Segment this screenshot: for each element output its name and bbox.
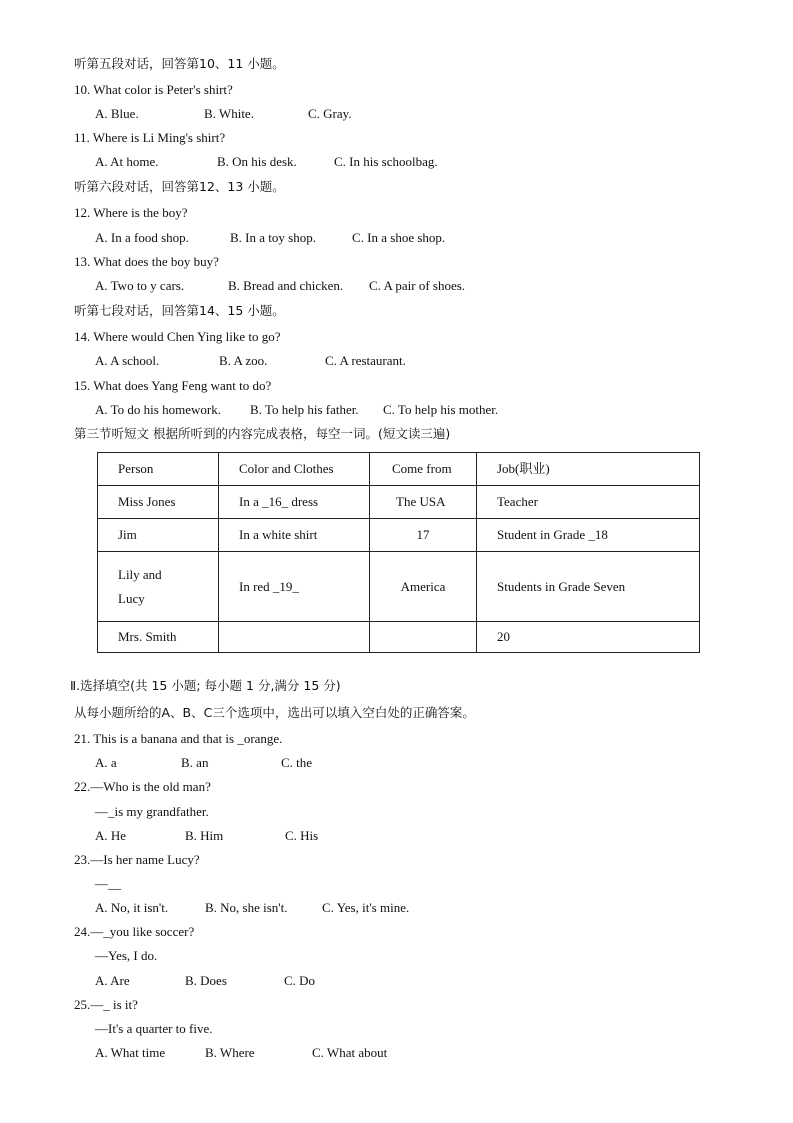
dialogue-7-header: 听第七段对话，回答第14、15 小题。 xyxy=(74,303,285,318)
q13-option-c: C. A pair of shoes. xyxy=(369,278,466,293)
q12-option-c: C. In a shoe shop. xyxy=(352,230,446,245)
q11-option-c: C. In his schoolbag. xyxy=(334,154,438,169)
table-cell xyxy=(219,622,370,653)
dialogue-5-header: 听第五段对话，回答第10、11 小题。 xyxy=(74,56,285,71)
question-24-reply: —Yes, I do. xyxy=(95,948,158,963)
q22-option-b: B. Him xyxy=(185,828,224,843)
q23-option-b: B. No, she isn't. xyxy=(205,900,288,915)
q15-option-a: A. To do his homework. xyxy=(95,402,221,417)
table-header-cell: Person xyxy=(98,453,219,486)
table-cell: Miss Jones xyxy=(98,486,219,519)
table-cell-line: Lucy xyxy=(118,590,145,606)
table-header-cell: Job(职业) xyxy=(477,453,700,486)
part-2-title: Ⅱ.选择填空(共 15 小题; 每小题 1 分,满分 15 分) xyxy=(70,678,341,693)
question-11-stem: 11. Where is Li Ming's shirt? xyxy=(74,130,226,145)
question-14-stem: 14. Where would Chen Ying like to go? xyxy=(74,329,281,344)
table-header-cell: Come from xyxy=(370,453,477,486)
question-15-stem: 15. What does Yang Feng want to do? xyxy=(74,378,272,393)
q24-option-a: A. Are xyxy=(95,973,130,988)
part-2-instruction: 从每小题所给的A、B、C三个选项中，选出可以填入空白处的正确答案。 xyxy=(74,705,475,720)
q13-option-b: B. Bread and chicken. xyxy=(228,278,344,293)
q10-option-b: B. White. xyxy=(204,106,254,121)
question-12-stem: 12. Where is the boy? xyxy=(74,205,188,220)
table-cell: In a _16_ dress xyxy=(219,486,370,519)
q15-option-c: C. To help his mother. xyxy=(383,402,499,417)
table-cell: Students in Grade Seven xyxy=(477,552,700,622)
question-22-reply: —_is my grandfather. xyxy=(95,804,209,819)
q13-option-a: A. Two to y cars. xyxy=(95,278,185,293)
question-23-reply: —__ xyxy=(95,876,121,891)
table-cell: Teacher xyxy=(477,486,700,519)
question-22-stem: 22.—Who is the old man? xyxy=(74,779,211,794)
q14-option-a: A. A school. xyxy=(95,353,160,368)
table-cell: The USA xyxy=(370,486,477,519)
question-25-reply: —It's a quarter to five. xyxy=(95,1021,213,1036)
table-cell: In red _19_ xyxy=(219,552,370,622)
table-cell: Mrs. Smith xyxy=(98,622,219,653)
table-cell-line: Lily and xyxy=(118,566,162,582)
q23-option-a: A. No, it isn't. xyxy=(95,900,169,915)
q25-option-c: C. What about xyxy=(312,1045,388,1060)
table-cell: 20 xyxy=(477,622,700,653)
table-header-row xyxy=(98,453,700,486)
q23-option-c: C. Yes, it's mine. xyxy=(322,900,410,915)
q21-option-a: A. a xyxy=(95,755,117,770)
question-24-stem: 24.—_you like soccer? xyxy=(74,924,195,939)
q15-option-b: B. To help his father. xyxy=(250,402,359,417)
q25-option-a: A. What time xyxy=(95,1045,166,1060)
q21-option-b: B. an xyxy=(181,755,209,770)
table-row xyxy=(98,486,700,519)
table-row xyxy=(98,622,700,653)
q11-option-a: A. At home. xyxy=(95,154,159,169)
question-25-stem: 25.—_ is it? xyxy=(74,997,138,1012)
table-cell xyxy=(370,622,477,653)
table-cell: America xyxy=(370,552,477,622)
question-21-stem: 21. This is a banana and that is _orange. xyxy=(74,731,283,746)
q12-option-a: A. In a food shop. xyxy=(95,230,189,245)
q22-option-a: A. He xyxy=(95,828,127,843)
q25-option-b: B. Where xyxy=(205,1045,255,1060)
question-13-stem: 13. What does the boy buy? xyxy=(74,254,219,269)
section-3-header: 第三节听短文 根据所听到的内容完成表格，每空一词。(短文读三遍) xyxy=(74,426,451,441)
table-row xyxy=(98,552,700,622)
question-23-stem: 23.—Is her name Lucy? xyxy=(74,852,200,867)
question-10-stem: 10. What color is Peter's shirt? xyxy=(74,82,233,97)
q10-option-c: C. Gray. xyxy=(308,106,352,121)
q14-option-c: C. A restaurant. xyxy=(325,353,406,368)
q11-option-b: B. On his desk. xyxy=(217,154,297,169)
table-cell: 17 xyxy=(370,519,477,552)
table-cell: Student in Grade _18 xyxy=(477,519,700,552)
table-row xyxy=(98,519,700,552)
dialogue-6-header: 听第六段对话，回答第12、13 小题。 xyxy=(74,179,285,194)
table-cell xyxy=(98,552,219,622)
q12-option-b: B. In a toy shop. xyxy=(230,230,316,245)
q22-option-c: C. His xyxy=(285,828,319,843)
q10-option-a: A. Blue. xyxy=(95,106,139,121)
table-cell: Jim xyxy=(98,519,219,552)
listening-table xyxy=(97,452,700,653)
q14-option-b: B. A zoo. xyxy=(219,353,268,368)
q24-option-c: C. Do xyxy=(284,973,316,988)
q21-option-c: C. the xyxy=(281,755,313,770)
q24-option-b: B. Does xyxy=(185,973,227,988)
table-header-cell: Color and Clothes xyxy=(219,453,370,486)
table-cell: In a white shirt xyxy=(219,519,370,552)
